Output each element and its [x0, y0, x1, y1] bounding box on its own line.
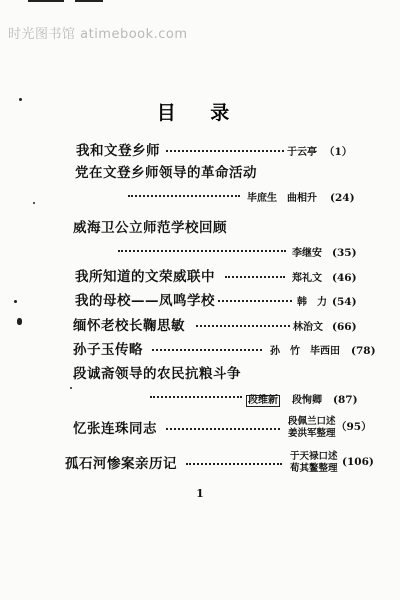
dot-leader: [166, 150, 284, 152]
toc-entry: [0, 414, 400, 444]
entry-author-boxed: 段维新: [248, 395, 278, 406]
toc-entry: [0, 340, 400, 360]
top-border-line: [75, 0, 103, 2]
entry-author-editor: 荀其鳌整理: [290, 463, 338, 474]
toc-entry: [0, 267, 400, 287]
entry-title: 孙子玉传略: [73, 342, 143, 358]
dot-leader: [118, 250, 286, 252]
dot-leader: [225, 276, 285, 278]
entry-page: （1）: [324, 146, 353, 158]
dot-leader: [152, 349, 262, 351]
dot-leader: [150, 396, 242, 398]
top-border-line: [28, 0, 64, 2]
entry-title: 党在文登乡师领导的革命活动: [75, 165, 257, 181]
entry-page: （95）: [336, 421, 372, 433]
entry-title: 威海卫公立师范学校回顾: [73, 220, 227, 236]
entry-title: 我的母校——凤鸣学校: [75, 293, 215, 309]
dot-leader: [218, 300, 292, 302]
toc-entry: [0, 163, 400, 207]
toc-entry: [0, 291, 400, 311]
entry-page: (46): [332, 272, 357, 284]
entry-page: (78): [351, 345, 376, 357]
entry-author: 段恂卿: [292, 395, 322, 406]
entry-author: 李继安: [292, 248, 322, 259]
page-title: 目 录: [156, 102, 244, 124]
entry-page: (35): [332, 247, 357, 259]
entry-page: (54): [332, 296, 357, 308]
entry-author: 孙 竹 毕西田: [270, 346, 340, 357]
toc-entry: [0, 141, 400, 161]
entry-title: 我所知道的文荣威联中: [75, 269, 215, 285]
dot-leader: [128, 195, 240, 197]
entry-page: (24): [330, 192, 355, 204]
toc-entry: [0, 364, 400, 408]
entry-page: (66): [332, 321, 357, 333]
watermark: 时光图书馆 atimebook.com: [8, 27, 188, 42]
entry-author: 林治文: [293, 322, 323, 333]
entry-title: 孤石河惨案亲历记: [65, 456, 177, 472]
entry-title: 我和文登乡师: [76, 143, 160, 159]
dot-leader: [186, 463, 282, 465]
toc-entry: [0, 449, 400, 479]
entry-author: 韩 力: [297, 297, 327, 308]
entry-author: 郑礼文: [292, 273, 322, 284]
entry-title: 忆张连珠同志: [73, 421, 157, 437]
dot-leader: [196, 325, 290, 327]
entry-author: 于云亭: [287, 147, 317, 158]
entry-author-editor: 姜洪军整理: [288, 428, 336, 439]
entry-page: (87): [333, 394, 358, 406]
page-number: 1: [196, 487, 204, 500]
entry-author-narrated: 段佩兰口述: [288, 416, 336, 427]
entry-author-narrated: 于天禄口述: [290, 451, 338, 462]
entry-page: (106): [342, 456, 374, 468]
toc-entry: [0, 316, 400, 336]
toc-entry: [0, 218, 400, 262]
dot-leader: [166, 428, 280, 430]
entry-title: 缅怀老校长鞠思敏: [73, 318, 185, 334]
entry-title: 段诚斋领导的农民抗粮斗争: [73, 366, 241, 382]
entry-author: 毕庶生 曲相升: [247, 193, 317, 204]
